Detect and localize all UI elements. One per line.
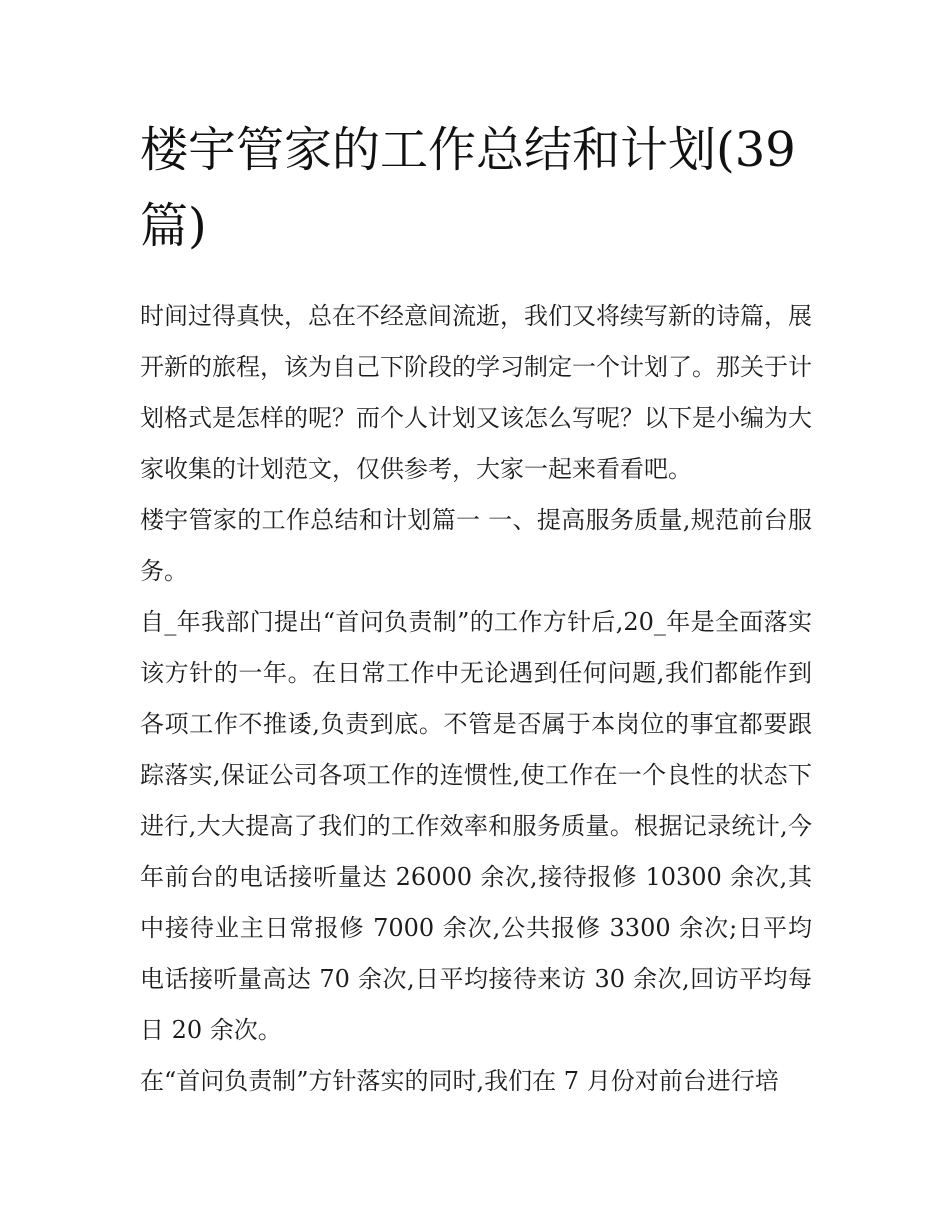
intro-paragraph: 时间过得真快，总在不经意间流逝，我们又将续写新的诗篇，展开新的旅程，该为自己下阶段的学习制定一个计划了。那关于计划格式是怎样的呢？而个人计划又该怎么写呢？以下是小编为大家收集的计划范文，仅供参考，大家一起来看看吧。: [140, 302, 812, 483]
body-paragraph: 在“首问负责制”方针落实的同时,我们在 7 月份对前台进行培: [140, 1067, 779, 1095]
document-page: [140, 0, 812, 1107]
document-title: 楼宇管家的工作总结和计划(39篇): [140, 122, 796, 254]
section-heading-paragraph: 楼宇管家的工作总结和计划篇一 一、提高服务质量,规范前台服务。: [140, 506, 812, 585]
body-paragraph: 自_年我部门提出“首问负责制”的工作方针后,20_年是全面落实该方针的一年。在日常工作中无论遇到任何问题,我们都能作到各项工作不推诿,负责到底。不管是否属于本岗位的事宜都要跟踪落实,保证公司各项工作的连惯性,使工作在一个良性的状态下进行,大大提高了我们的工作效率和服务质量。根据记录统计,今年前台的电话接听量达 26000 余次,接待报修 10300 余次,其中接待业主日常报修 7000 余次,公共报修 3300 余次;日平均电话接听量高达 70 余次,日平均接待来访 30 余次,回访平均每日 20 余次。: [140, 608, 812, 1044]
